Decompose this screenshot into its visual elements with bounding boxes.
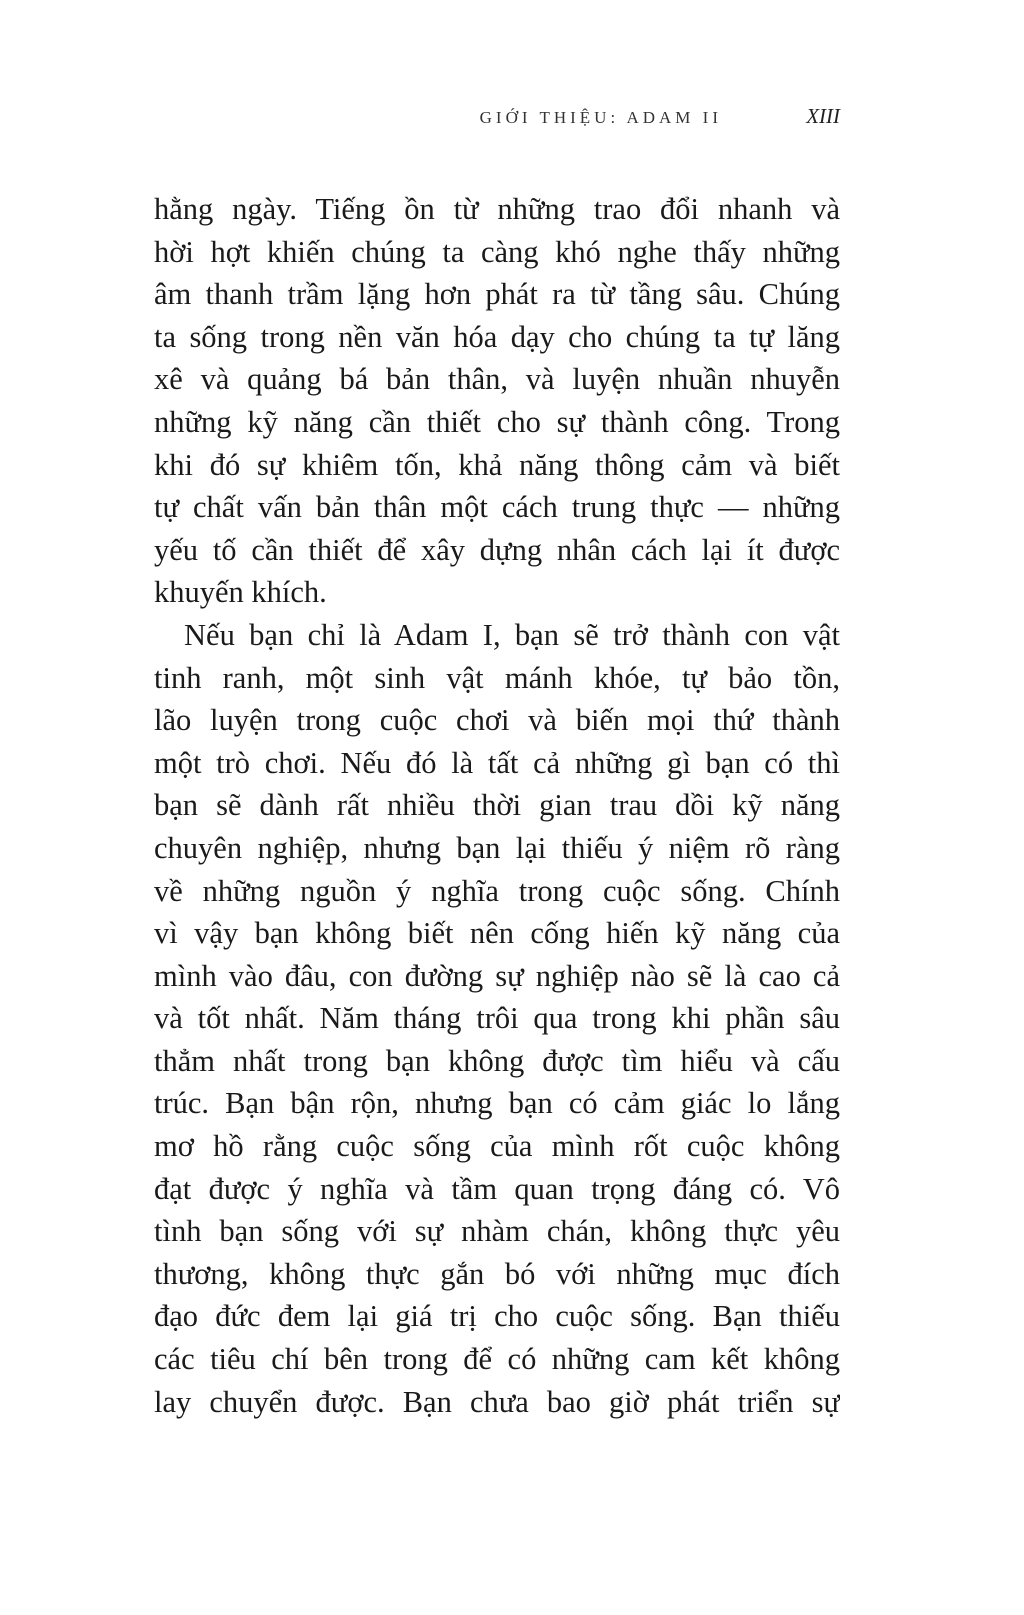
running-head: GIỚI THIỆU: ADAM II [479, 108, 722, 127]
text-line: thẳm nhất trong bạn không được tìm hiểu và cấu [154, 1043, 840, 1078]
text-line: một trò chơi. Nếu đó là tất cả những gì bạn có thì [154, 745, 840, 780]
text-line: hằng ngày. Tiếng ồn từ những trao đổi nhanh và [154, 192, 840, 226]
text-line: âm thanh trầm lặng hơn phát ra từ tầng sâu. Chúng [154, 277, 840, 312]
body-text [154, 188, 840, 1423]
text-line: thương, không thực gắn bó với những mục đích [154, 1256, 840, 1291]
text-line: đạo đức đem lại giá trị cho cuộc sống. Bạn thiếu [154, 1299, 840, 1334]
text-line: tự chất vấn bản thân một cách trung thực — những [154, 490, 840, 525]
text-line: khuyến khích. [154, 575, 327, 610]
text-line: xê và quảng bá bản thân, và luyện nhuần nhuyễn [154, 362, 840, 397]
text-line: mơ hồ rằng cuộc sống của mình rốt cuộc không [154, 1129, 840, 1164]
text-line: mình vào đâu, con đường sự nghiệp nào sẽ là cao cả [154, 958, 840, 993]
text-line: trúc. Bạn bận rộn, nhưng bạn có cảm giác lo lắng [154, 1086, 840, 1121]
paragraph [154, 614, 840, 1423]
paragraph [154, 188, 840, 614]
text-line: ta sống trong nền văn hóa dạy cho chúng ta tự lăng [154, 319, 840, 354]
page-header [154, 104, 840, 134]
text-line: lay chuyển được. Bạn chưa bao giờ phát triển sự [154, 1384, 840, 1419]
text-line: lão luyện trong cuộc chơi và biến mọi thứ thành [154, 703, 840, 738]
text-line: hời hợt khiến chúng ta càng khó nghe thấy những [154, 234, 840, 269]
text-line: tình bạn sống với sự nhàm chán, không thực yêu [154, 1214, 840, 1249]
text-line: khi đó sự khiêm tốn, khả năng thông cảm và biết [154, 447, 840, 482]
text-line: chuyên nghiệp, nhưng bạn lại thiếu ý niệm rõ ràng [154, 830, 840, 865]
text-line: Nếu bạn chỉ là Adam I, bạn sẽ trở thành con vật [184, 617, 840, 652]
page-number: XIII [806, 104, 840, 128]
text-line: đạt được ý nghĩa và tầm quan trọng đáng có. Vô [154, 1171, 840, 1206]
text-line: vì vậy bạn không biết nên cống hiến kỹ năng của [154, 916, 840, 951]
text-line: những kỹ năng cần thiết cho sự thành công. Trong [154, 404, 840, 439]
text-line: yếu tố cần thiết để xây dựng nhân cách lại ít được [154, 532, 840, 567]
text-line: tinh ranh, một sinh vật mánh khóe, tự bảo tồn, [154, 660, 840, 695]
text-line: bạn sẽ dành rất nhiều thời gian trau dồi kỹ năng [154, 788, 840, 823]
text-line: và tốt nhất. Năm tháng trôi qua trong khi phần sâu [154, 1001, 840, 1036]
text-line: về những nguồn ý nghĩa trong cuộc sống. Chính [154, 873, 840, 908]
text-line: các tiêu chí bên trong để có những cam kết không [154, 1342, 840, 1377]
